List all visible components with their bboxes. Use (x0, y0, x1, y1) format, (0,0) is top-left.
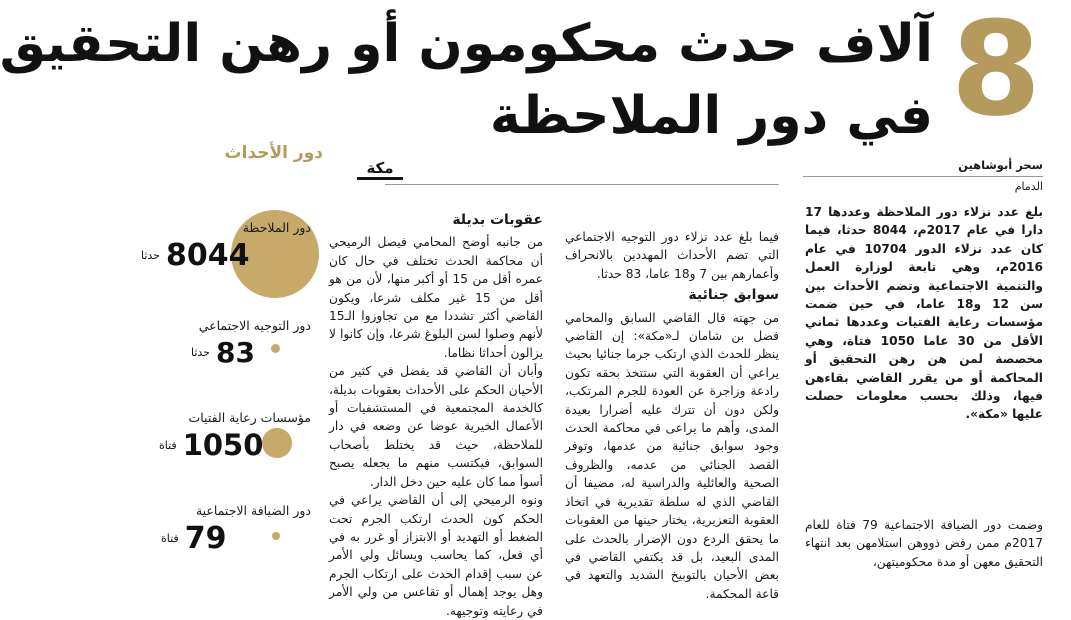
article-column-1 (805, 203, 1043, 424)
headline-line-1: آلاف حدث محكومون أو رهن التحقيق (0, 14, 933, 74)
column-2-intro: فيما بلغ عدد نزلاء دور التوجيه الاجتماعي التي تضم الأحداث المهددين بالانحراف وأعمارهم بين 7 و18 عاما، 83 حدثا. (565, 230, 779, 281)
byline-divider (803, 176, 1043, 177)
stat-value: 83 (216, 336, 255, 369)
stat-label: مؤسسات رعاية الفتيات (188, 410, 311, 425)
stat-observation-homes (141, 220, 311, 273)
dateline-location: الدمام (1014, 180, 1043, 193)
column-3-paragraph-2: وأبان أن القاضي قد يفضل في كثير من الأحيان الحكم على الأحداث بعقوبات بديلة، كالخدمة المجتمعية في المستشفيات أو الأعمال الخيرية عوضا عن وضعه في دار للملاحظة، حيث قد يختلط بأصحاب السوابق، فيكتسب منهم ما يجعله يصبح أسوأ مما كان عليه حين دخل الدار. (329, 364, 543, 489)
stat-girls-care (141, 410, 311, 462)
stat-label: دور التوجيه الاجتماعي (198, 318, 311, 333)
subheading-criminal-records: سوابق جنائية (688, 287, 779, 304)
stat-unit: فتاة (161, 532, 179, 545)
header-divider (385, 184, 779, 185)
article-column-2 (565, 228, 779, 603)
author-name: سحر أبوشاهين (958, 158, 1043, 172)
article-lead-continued: وضمت دور الضيافة الاجتماعية 79 فتاة للعام 2017م ممن رفض ذووهن استلامهن بعد انتهاء التحقيق معهن أو مدة محكوميتهن، (805, 518, 1043, 569)
column-2-body: من جهته قال القاضي السابق والمحامي فضل بن شامان لـ«مكة»: إن القاضي ينظر للحدث الذي ارتكب جرما جنائيا بحيث يراعي أن العقوبة التي ستتخذ بحقه تكون رادعة وزاجرة عن العودة للجرم المرتكب، ولكن دون أن تترك عليه أضرارا بعيدة المدى، وأهم ما يراعى في محاكمة الحدث وجود سوابق جنائية من عدمها، وتوفر القصد الجنائي من عدمه، والظروف الصحية والعائلية والدراسية له، مضيفا أن القاضي الذي له سلطة تقديرية في اتخاذ العقوبة التعزيرية، يختار حينها من العقوبات ما يحقق الردع دون الإضرار بالحدث على المدى البعيد، بل قد يكتفي القاضي في بعض الأحيان بالتوبيخ الشديد والتعهد في قاعة المحكمة. (565, 310, 779, 601)
stat-social-guidance (141, 318, 311, 369)
stat-value: 1050 (182, 428, 264, 462)
stat-unit: فتاة (159, 438, 177, 452)
headline-line-2: في دور الملاحظة (489, 86, 933, 146)
stat-label: دور الضيافة الاجتماعية (195, 503, 311, 518)
stat-value: 8044 (166, 238, 250, 273)
stat-unit: حدثا (141, 249, 160, 262)
newspaper-logo: مكة (357, 158, 403, 180)
article-column-1-continued (805, 516, 1043, 571)
article-lead: بلغ عدد نزلاء دور الملاحظة وعددها 17 دارا في عام 2017م، 8044 حدثا، فيما كان عدد نزلاء الدور 10704 في عام 2016م، وهي تابعة لوزارة العمل والتنمية الاجتماعية وتضم الأحداث بين سن 12 و18 عاما، في حين ضمت مؤسسات رعاية الفتيات وعددها ثماني الأقل من 30 عاما 1050 فتاة، وهي مخصصة لمن هن رهن التحقيق أو المحاكمة أو من يقرر القاضي بقاءهن فيها، وذلك بحسب معلومات حصلت عليها «مكة». (805, 205, 1044, 422)
stat-hospitality (141, 503, 311, 556)
section-tag: دور الأحداث (224, 143, 323, 163)
article-column-3 (329, 208, 543, 620)
stat-unit: حدثا (191, 346, 210, 359)
column-3-paragraph-1: من جانبه أوضح المحامي فيصل الرميحي أن محاكمة الحدث تختلف في حال كان عمره أقل من 15 أو أكبر منها، لأن من هو أقل من 15 غير مكلف شرعا، ويكون القاضي أكثر تشددا مع من تجاوزوا الـ15 لأنهم وصلوا لسن البلوغ شرعا، وإن كانوا لا يزالون أحداثا نظاما. (329, 235, 544, 360)
stat-label: دور الملاحظة (242, 220, 311, 235)
stat-value: 79 (184, 521, 227, 556)
subheading-alternative-penalties: عقوبات بديلة (452, 212, 543, 228)
headline-number: 8 (950, 0, 1042, 145)
column-3-paragraph-3: ونوه الرميحي إلى أن القاضي يراعي في الحكم كون الحدث ارتكب الجرم تحت الضغط أو التهديد أو الابتزاز أو غرر به في أي فعل، كما يحاسب ويسائل ولي الأمر عن سبب إقدام الحدث على ارتكاب الجرم وهل يوجد إهمال أو تقاعس من ولي الأمر في رعايته وتوجيهه. (329, 493, 543, 618)
